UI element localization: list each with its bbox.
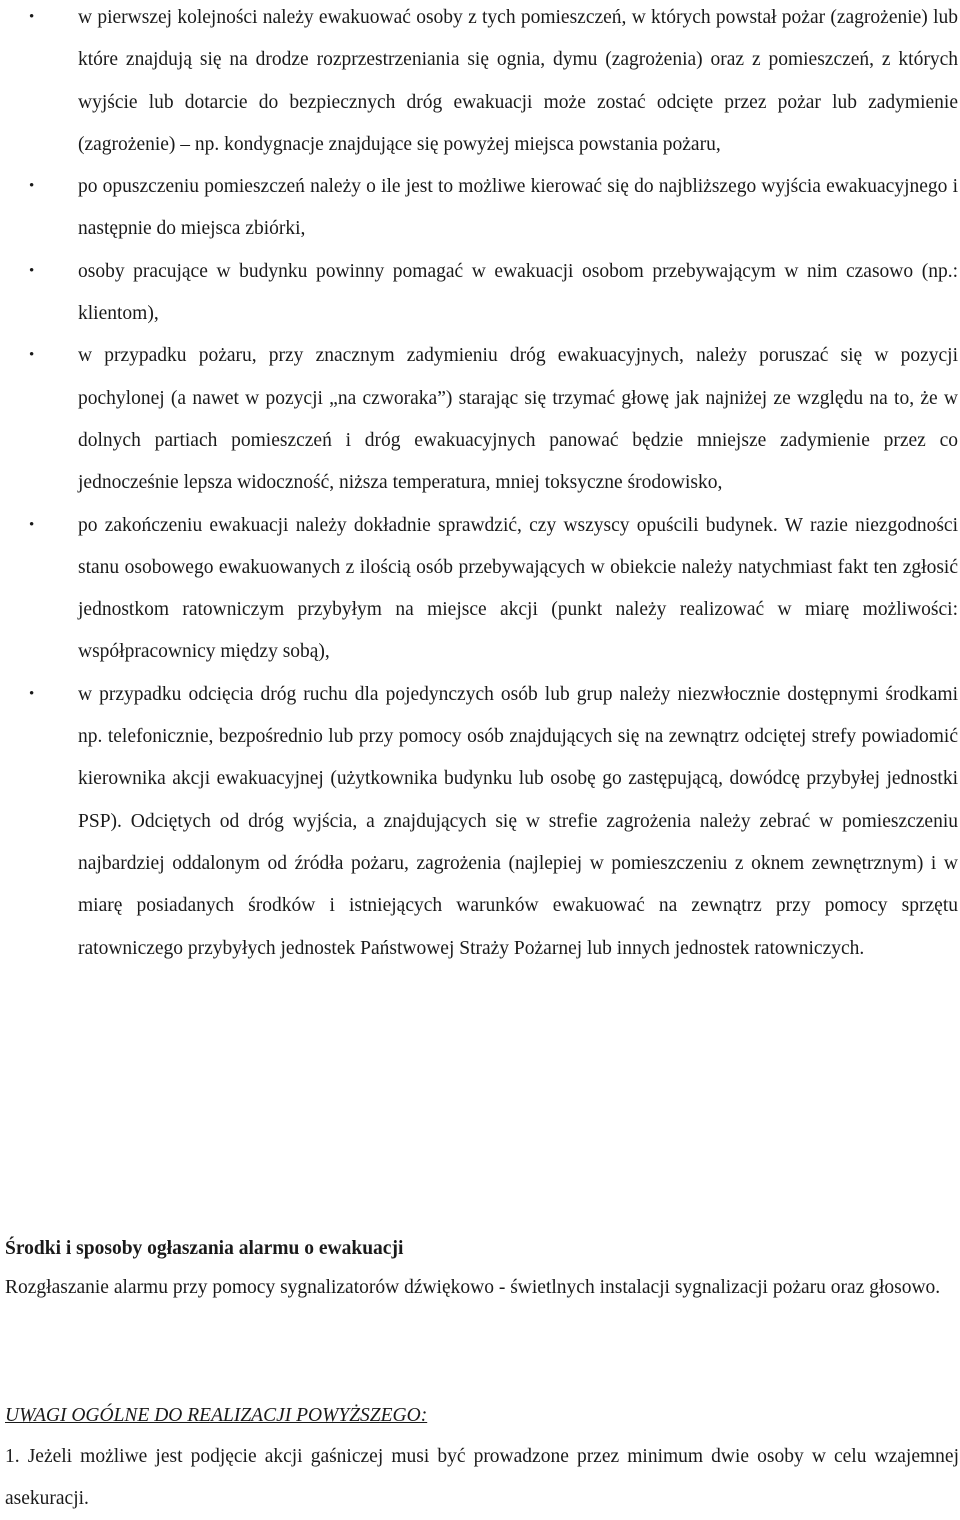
alarm-section-heading: Środki i sposoby ogłaszania alarmu o ewakuacji <box>5 1238 404 1259</box>
list-item-text: po opuszczeniu pomieszczeń należy o ile jest to możliwe kierować się do najbliższego wyjścia ewakuacyjnego i następnie do miejsca zbiórki, <box>78 176 958 240</box>
general-remarks-heading: UWAGI OGÓLNE DO REALIZACJI POWYŻSZEGO: <box>5 1405 428 1426</box>
bullet-icon: • <box>29 347 35 364</box>
list-item <box>0 251 960 336</box>
bullet-icon: • <box>29 685 35 702</box>
bullet-icon: • <box>29 516 35 533</box>
list-item <box>0 505 960 674</box>
list-item-text: osoby pracujące w budynku powinny pomagać w ewakuacji osobom przebywającym w nim czasowo (np.: klientom), <box>78 260 958 325</box>
list-item-text: w przypadku pożaru, przy znacznym zadymieniu dróg ewakuacyjnych, należy poruszać się w pozycji pochylonej (a nawet w pozycji „na czworaka”) starając się trzymać głowę jak najniżej ze względu na to, że w dolnych partiach pomieszczeń i dróg ewakuacyjnych panować będzie mniejsze zadymienie przez co jednocześnie lepsza widoczność, niższa temperatura, mniej toksyczne środowisko, <box>78 345 958 494</box>
bullet-icon: • <box>29 9 35 25</box>
list-item-text: po zakończeniu ewakuacji należy dokładnie sprawdzić, czy wszyscy opuścili budynek. W razie niezgodności stanu osobowego ewakuowanych z ilością osób przebywających w obiekcie należy natychmiast fakt ten zgłosić jednostkom ratowniczym przybyłym na miejsce akcji (punkt należy realizować w miarę możliwości: współpracownicy między sobą), <box>78 514 958 663</box>
list-item <box>0 674 960 970</box>
general-remarks-item: 1. Jeżeli możliwe jest podjęcie akcji gaśniczej musi być prowadzone przez minimum dwie osoby w celu wzajemnej asekuracji. <box>5 1446 959 1509</box>
bullet-icon: • <box>29 262 35 279</box>
list-item-text: w pierwszej kolejności należy ewakuować osoby z tych pomieszczeń, w których powstał pożar (zagrożenie) lub które znajdują się na drodze rozprzestrzeniania się ognia, dymu (zagrożenia) oraz z pomieszczeń, z których wyjście lub dotarcie do bezpiecznych dróg ewakuacji może zostać odcięte przez pożar lub zadymienie (zagrożenie) – np. kondygnacje znajdujące się powyżej miejsca powstania pożaru, <box>78 7 958 155</box>
alarm-section-body: Rozgłaszanie alarmu przy pomocy sygnalizatorów dźwiękowo - świetlnych instalacji sygnalizacji pożaru oraz głosowo. <box>5 1277 941 1298</box>
list-item <box>0 166 960 251</box>
list-item <box>0 335 960 504</box>
list-item <box>0 0 960 166</box>
bullet-icon: • <box>29 178 35 195</box>
list-item-text: w przypadku odcięcia dróg ruchu dla pojedynczych osób lub grup należy niezwłocznie dostępnymi środkami np. telefonicznie, bezpośrednio lub przy pomocy osób znajdujących się na zewnątrz odciętej strefy powiadomić kierownika akcji ewakuacyjnej (użytkownika budynku lub osobę go zastępującą, dowódcę przybyłej jednostki PSP). Odciętych od dróg wyjścia, a znajdujących się w strefie zagrożenia należy zebrać w pomieszczeniu najbardziej oddalonym od źródła pożaru, zagrożenia (najlepiej w pomieszczeniu z oknem zewnętrznym) i w miarę posiadanych środków i istniejących warunków ewakuować na zewnątrz przy pomocy sprzętu ratowniczego przybyłych jednostek Państwowej Straży Pożarnej lub innych jednostek ratowniczych. <box>78 683 958 959</box>
